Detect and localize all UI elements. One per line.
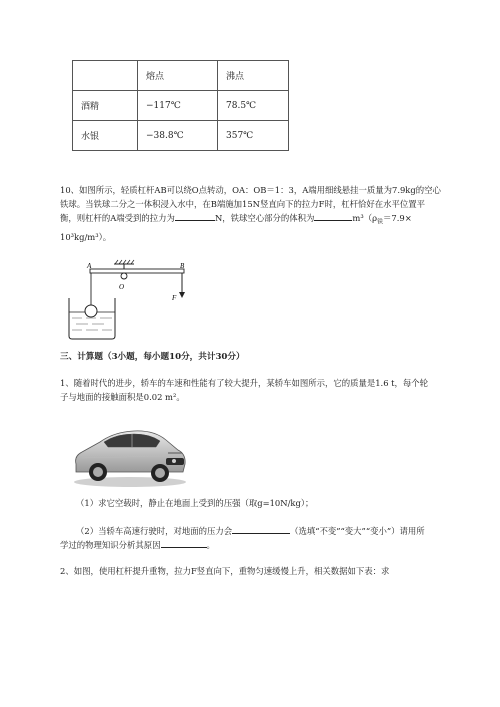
force-arrowhead xyxy=(179,292,185,298)
table-cell: −38.8℃ xyxy=(138,121,218,151)
density-subscript: 铁 xyxy=(377,218,384,226)
q10-line: 铁球。当铁球二分之一体积浸入水中，在B端施加15N竖直向下的拉力F时，杠杆恰好在水平位置平 xyxy=(60,199,425,209)
q1-sub2: （选填“不变”“变大”“变小”）请用所 xyxy=(290,526,425,536)
section-3-title: 三、计算题（3小题，每小题10分，共计30分） xyxy=(60,352,245,362)
question-2-text xyxy=(60,564,460,578)
table-row xyxy=(73,121,289,151)
table-cell: 水银 xyxy=(73,121,138,151)
q1-line: 子与地面的接触面积是0.02 m²。 xyxy=(60,392,185,402)
answer-blank xyxy=(161,538,207,548)
table-header-cell: 熔点 xyxy=(138,61,218,91)
melting-boiling-table xyxy=(72,60,289,151)
q2-line: 2、如图，使用杠杆提升重物，拉力F竖直向下，重物匀速缓慢上升，相关数据如下表：求 xyxy=(60,566,390,576)
car-image xyxy=(70,420,188,490)
pivot-o xyxy=(121,273,127,279)
table-header-cell: 沸点 xyxy=(218,61,289,91)
q10-line: m³（ρ xyxy=(352,213,377,223)
question-1-part-2-cont xyxy=(60,538,460,552)
q1-sub2: 。 xyxy=(206,540,215,550)
q1-sub2: （2）当轿车高速行驶时，对地面的压力会 xyxy=(76,526,233,536)
lever-diagram xyxy=(60,258,200,342)
q10-line: N，铁球空心部分的体积为 xyxy=(214,213,315,223)
q1-sub1: （1）求它空载时，静止在地面上受到的压强（取g=10N/kg）； xyxy=(76,498,314,508)
table-cell: 酒精 xyxy=(73,91,138,121)
table-cell: 357℃ xyxy=(218,121,289,151)
q10-line: 衡，则杠杆的A端受到的拉力为 xyxy=(60,213,175,223)
q10-line: ＝7.9× xyxy=(383,213,412,223)
question-1-part-2 xyxy=(76,524,462,538)
q10-line: 10、如图所示，轻质杠杆AB可以绕O点转动，OA：OB＝1：3，A端用细线悬挂一质量为7.9kg的空心 xyxy=(60,185,441,195)
beaker xyxy=(69,298,115,339)
question-10-text xyxy=(60,183,460,244)
answer-blank xyxy=(232,524,290,534)
label-f: F xyxy=(172,294,177,302)
label-a: A xyxy=(87,262,92,270)
table-cell: −117℃ xyxy=(138,91,218,121)
iron-ball xyxy=(85,305,97,317)
table-cell: 78.5℃ xyxy=(218,91,289,121)
answer-blank xyxy=(314,211,352,221)
question-1-part-1 xyxy=(76,496,460,510)
ceiling-hatch xyxy=(115,260,134,264)
label-b: B xyxy=(180,262,185,270)
q1-line: 1、随着时代的进步，轿车的车速和性能有了较大提升，某轿车如图所示，它的质量是1.6 t，每个轮 xyxy=(60,378,429,388)
label-o: O xyxy=(119,283,125,291)
table-row xyxy=(73,91,289,121)
q1-sub2: 学过的物理知识分析其原因 xyxy=(60,540,161,550)
water-hatch xyxy=(72,318,112,330)
table-header-row xyxy=(73,61,289,91)
question-1-text xyxy=(60,376,460,404)
q10-line: 10³kg/m³）。 xyxy=(60,231,112,242)
answer-blank xyxy=(175,211,215,221)
lever-bar xyxy=(90,269,184,273)
table-header-cell xyxy=(73,61,138,91)
